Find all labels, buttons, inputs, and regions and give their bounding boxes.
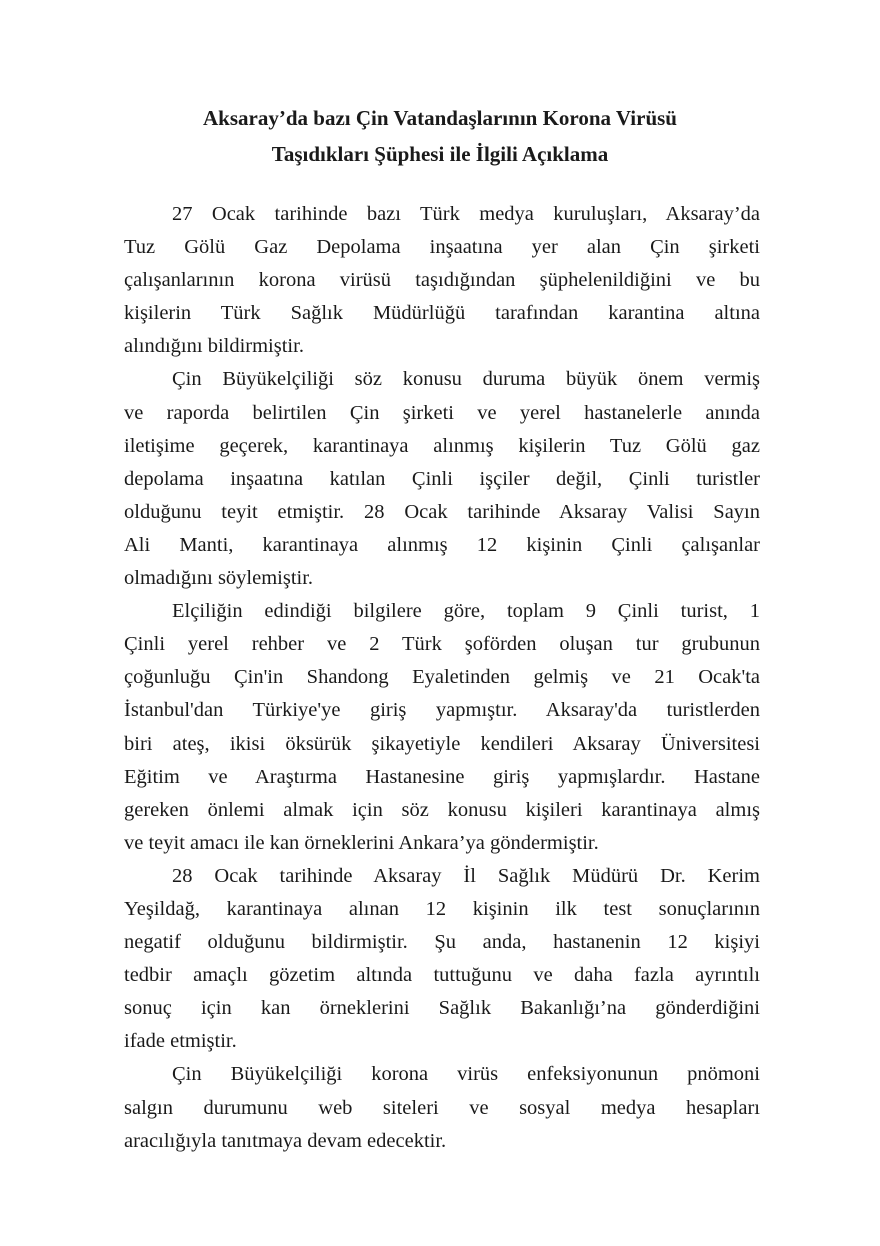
text-line: negatif olduğunu bildirmiştir. Şu anda, hastanenin 12 kişiyi	[124, 931, 760, 954]
paragraph-5	[124, 1058, 760, 1157]
text-line: ifade etmiştir.	[124, 1030, 237, 1053]
text-line: Çinli yerel rehber ve 2 Türk şoförden oluşan tur grubunun	[124, 633, 760, 656]
text-line: İstanbul'dan Türkiye'ye giriş yapmıştır. Aksaray'da turistlerden	[124, 699, 760, 722]
text-line: biri ateş, ikisi öksürük şikayetiyle kendileri Aksaray Üniversitesi	[124, 732, 760, 755]
text-line: 28 Ocak tarihinde Aksaray İl Sağlık Müdürü Dr. Kerim	[172, 864, 760, 887]
title-line-1: Aksaray’da bazı Çin Vatandaşlarının Korona Virüsü	[203, 106, 677, 130]
document-title	[120, 100, 760, 172]
text-line: tedbir amaçlı gözetim altında tuttuğunu ve daha fazla ayrıntılı	[124, 964, 760, 987]
text-line: depolama inşaatına katılan Çinli işçiler değil, Çinli turistler	[124, 467, 760, 490]
text-line: Elçiliğin edindiği bilgilere göre, toplam 9 Çinli turist, 1	[172, 600, 760, 623]
text-line: Eğitim ve Araştırma Hastanesine giriş yapmışlardır. Hastane	[124, 765, 760, 788]
text-line: Ali Manti, karantinaya alınmış 12 kişinin Çinli çalışanlar	[124, 533, 760, 556]
paragraph-1	[124, 198, 760, 363]
paragraph-2	[124, 363, 760, 595]
text-line: çalışanlarının korona virüsü taşıdığından şüphelenildiğini ve bu	[124, 269, 760, 292]
text-line: Yeşildağ, karantinaya alınan 12 kişinin ilk test sonuçlarının	[124, 897, 760, 920]
text-line: olduğunu teyit etmiştir. 28 Ocak tarihinde Aksaray Valisi Sayın	[124, 500, 760, 523]
text-line: Tuz Gölü Gaz Depolama inşaatına yer alan Çin şirketi	[124, 236, 760, 259]
text-line: 27 Ocak tarihinde bazı Türk medya kuruluşları, Aksaray’da	[172, 203, 760, 225]
text-line: aracılığıyla tanıtmaya devam edecektir.	[124, 1129, 447, 1152]
text-line: ve teyit amacı ile kan örneklerini Ankara’ya göndermiştir.	[124, 831, 599, 854]
text-line: Çin Büyükelçiliği korona virüs enfeksiyonunun pnömoni	[172, 1063, 760, 1086]
title-line-2: Taşıdıkları Şüphesi ile İlgili Açıklama	[271, 142, 609, 166]
text-line: salgın durumunu web siteleri ve sosyal medya hesapları	[124, 1096, 760, 1119]
text-line: iletişime geçerek, karantinaya alınmış kişilerin Tuz Gölü gaz	[124, 434, 760, 457]
text-line: alındığını bildirmiştir.	[124, 335, 304, 358]
text-line: Çin Büyükelçiliği söz konusu duruma büyük önem vermiş	[172, 368, 760, 391]
text-line: sonuç için kan örneklerini Sağlık Bakanlığı’na gönderdiğini	[124, 997, 760, 1020]
text-line: kişilerin Türk Sağlık Müdürlüğü tarafından karantina altına	[124, 302, 760, 325]
paragraph-4	[124, 860, 760, 1059]
document-body	[124, 198, 760, 1158]
text-line: gereken önlemi almak için söz konusu kişileri karantinaya almış	[124, 798, 760, 821]
text-line: ve raporda belirtilen Çin şirketi ve yerel hastanelerle anında	[124, 401, 760, 424]
text-line: çoğunluğu Çin'in Shandong Eyaletinden gelmiş ve 21 Ocak'ta	[124, 666, 760, 689]
paragraph-3	[124, 595, 760, 860]
text-line: olmadığını söylemiştir.	[124, 567, 314, 590]
